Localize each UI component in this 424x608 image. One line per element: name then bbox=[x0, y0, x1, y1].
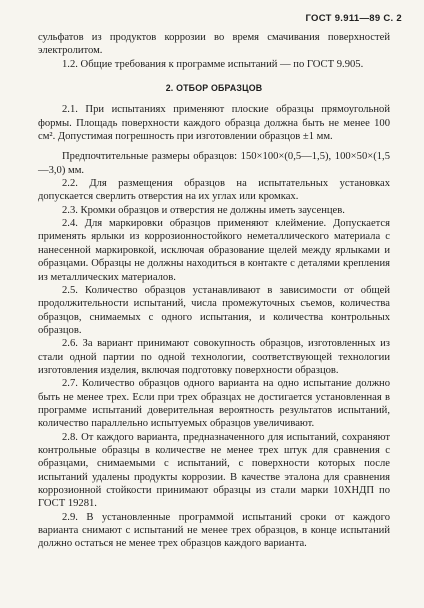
page-header: ГОСТ 9.911—89 С. 2 bbox=[305, 13, 402, 24]
paragraph-2-6: 2.6. За вариант принимают совокупность образцов, изготовленных из стали одной партии по одной технологии, соответствующей технологии изготовления изделия, включая подготовку поверхности образцов. bbox=[38, 338, 390, 376]
paragraph-2-8: 2.8. От каждого варианта, предназначенного для испытаний, сохраняют контрольные образцы в количестве не менее трех штук для сравнения с образцами, снимаемыми с испытаний, с поверхности которых после испытаний удалены продукты коррозии. В качестве эталона для сравнения коррозионной стойкости принимают образцы из стали марки 10ХНДП по ГОСТ 19281. bbox=[38, 431, 390, 510]
paragraph-2-3: 2.3. Кромки образцов и отверстия не должны иметь заусенцев. bbox=[62, 204, 345, 216]
paragraph-2-9: 2.9. В установленные программой испытаний сроки от каждого варианта снимают с испытаний не менее трех образцов, в конце испытаний должно остаться не менее трех образцов каждого варианта. bbox=[38, 511, 390, 550]
paragraph-preferred-sizes: Предпочтительные размеры образцов: 150×100×(0,5—1,5), 100×50×(1,5—3,0) мм. bbox=[38, 151, 390, 176]
document-body bbox=[38, 31, 390, 551]
paragraph-2-7: 2.7. Количество образцов одного варианта на одно испытание должно быть не менее трех. Если при трех образцах не достигается установленная в программе испытаний доверительная вероятность результатов испытаний, количество параллельно испытуемых образцов увеличивают. bbox=[38, 378, 390, 430]
paragraph-2-2: 2.2. Для размещения образцов на испытательных установках допускается сверлить отверстия на их углах или кромках. bbox=[38, 178, 390, 203]
section-title: 2. ОТБОР ОБРАЗЦОВ bbox=[165, 83, 263, 94]
paragraph-1-2: 1.2. Общие требования к программе испытаний — по ГОСТ 9.905. bbox=[62, 58, 364, 70]
paragraph-continuation: сульфатов из продуктов коррозии во время смачивания поверхностей электролитом. bbox=[38, 32, 390, 57]
paragraph-2-5: 2.5. Количество образцов устанавливают в зависимости от общей продолжительности испытаний, числа промежуточных съемов, количества образцов, снимаемых с одного испытания, и количества контрольных образцов. bbox=[38, 284, 390, 336]
paragraph-2-4: 2.4. Для маркировки образцов применяют клеймение. Допускается применять ярлыки из коррозионностойкого неметаллического материала с нанесенной маркировкой, исключая образование щелей между ярлыками и образцами. Образцы не должны находиться в контакте с деталями крепления из металлических материалов. bbox=[38, 218, 390, 283]
paragraph-2-1: 2.1. При испытаниях применяют плоские образцы прямоугольной формы. Площадь поверхности каждого образца должна быть не менее 100 см². Допустимая погрешность при изготовлении образцов ±1 мм. bbox=[38, 104, 390, 143]
spacer bbox=[38, 143, 390, 150]
